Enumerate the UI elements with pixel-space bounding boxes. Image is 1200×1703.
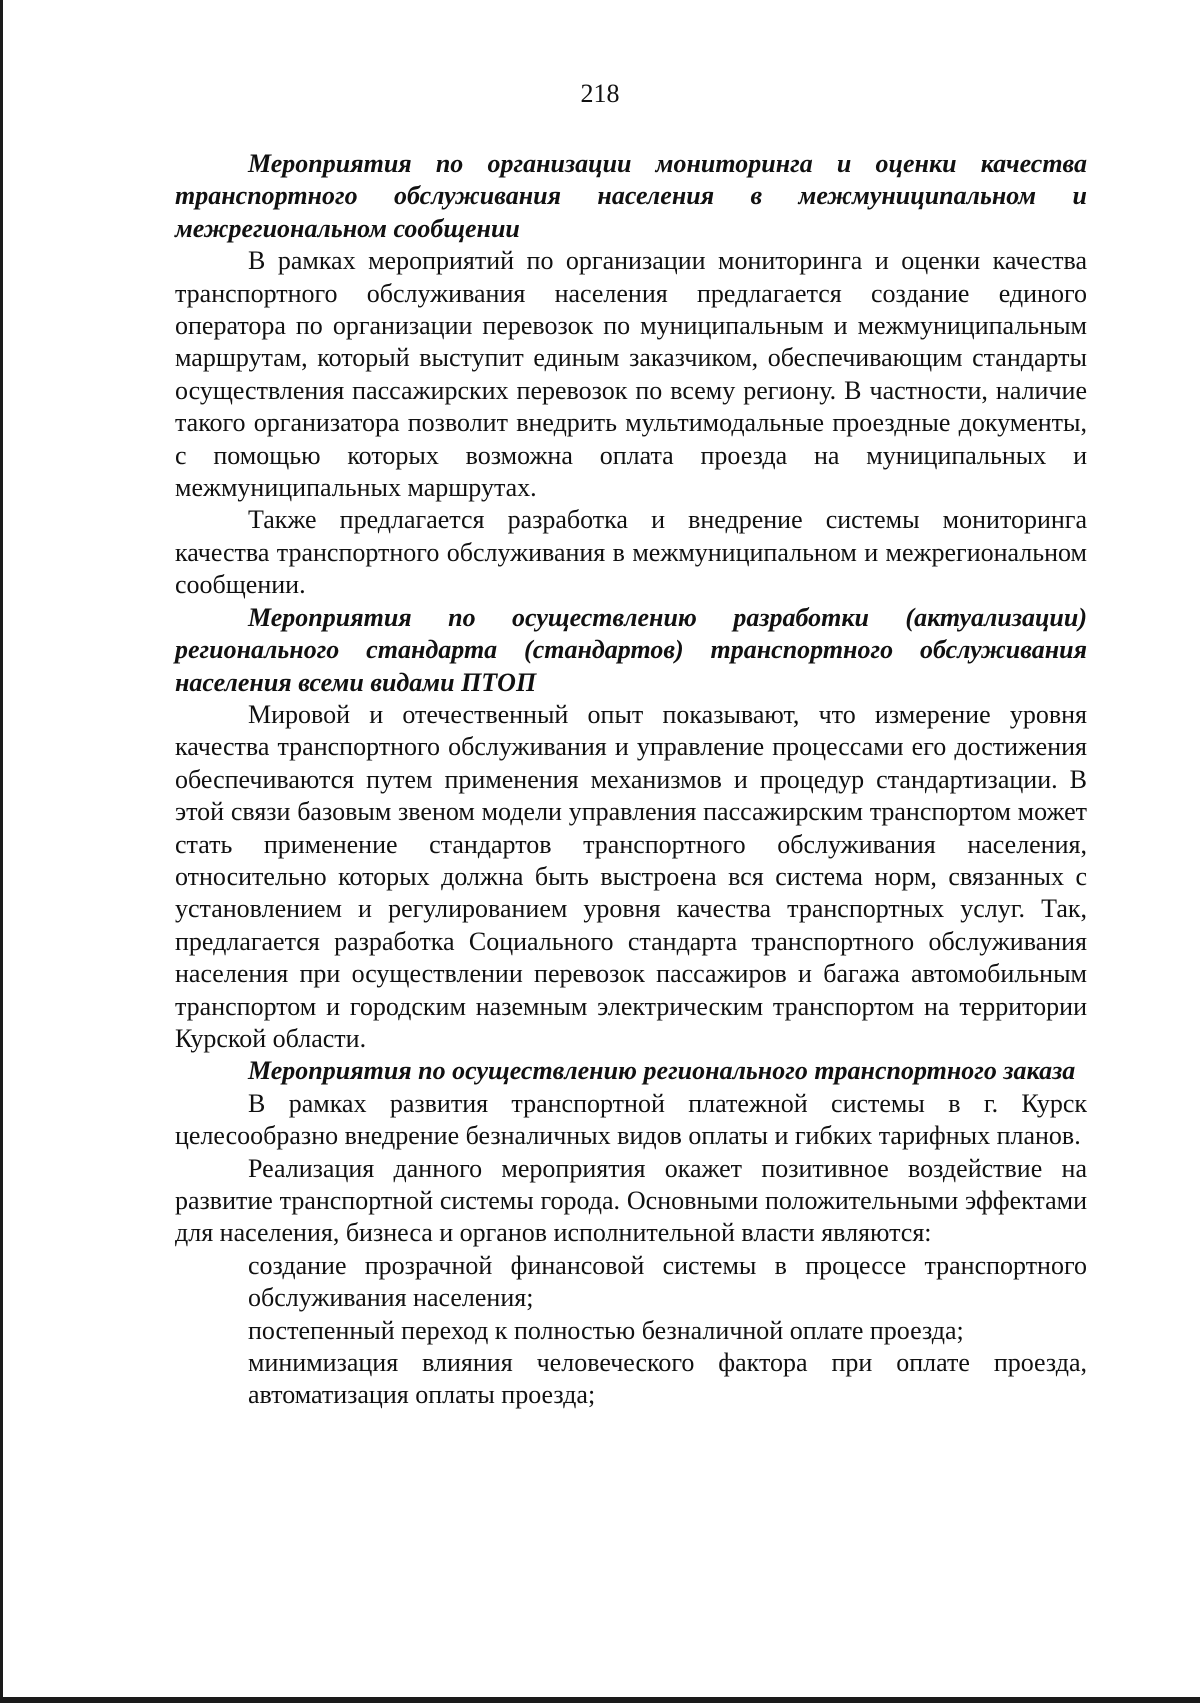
document-body bbox=[175, 148, 1087, 1412]
paragraph: Мировой и отечественный опыт показывают, что измерение уровня качества транспортного обслуживания и управление процессами его достижения обеспечиваются путем применения механизмов и процедур стандартизации. В этой связи базовым звеном модели управления пассажирским транспортом может стать применение стандартов транспортного обслуживания населения, относительно которых должна быть выстроена вся система норм, связанных с установлением и регулированием уровня качества транспортных услуг. Так, предлагается разработка Социального стандарта транспортного обслуживания населения при осуществлении перевозок пассажиров и багажа автомобильным транспортом и городским наземным электрическим транспортом на территории Курской области. bbox=[175, 699, 1087, 1053]
section-standards bbox=[175, 602, 1087, 1056]
scan-edge-bottom bbox=[0, 1697, 1200, 1703]
section-heading: Мероприятия по осуществлению разработки (актуализации) регионального стандарта (стандартов) транспортного обслуживания населения всеми видами ПТОП bbox=[175, 602, 1087, 697]
list-item: минимизация влияния человеческого фактора при оплате проезда, автоматизация оплаты проезда; bbox=[248, 1348, 1087, 1410]
page-number: 218 bbox=[580, 79, 620, 108]
section-heading: Мероприятия по организации мониторинга и оценки качества транспортного обслуживания населения в межмуниципальном и межрегиональном сообщении bbox=[175, 149, 1087, 243]
section-transport-order bbox=[175, 1055, 1087, 1411]
paragraph: В рамках мероприятий по организации мониторинга и оценки качества транспортного обслуживания населения предлагается создание единого оператора по организации перевозок по муниципальным и межмуниципальным маршрутам, который выступит единым заказчиком, обеспечивающим стандарты осуществления пассажирских перевозок по всему региону. В частности, наличие такого организатора позволит внедрить мультимодальные проездные документы, с помощью которых возможна оплата проезда на муниципальных и межмуниципальных маршрутах. bbox=[175, 246, 1087, 503]
paragraph: В рамках развития транспортной платежной системы в г. Курск целесообразно внедрение безналичных видов оплаты и гибких тарифных планов. bbox=[175, 1088, 1087, 1151]
list-item: постепенный переход к полностью безналичной оплате проезда; bbox=[248, 1315, 964, 1345]
paragraph: Также предлагается разработка и внедрение системы мониторинга качества транспортного обслуживания в межмуниципальном и межрегиональном сообщении. bbox=[175, 505, 1087, 600]
section-monitoring bbox=[175, 148, 1087, 602]
scan-edge-left bbox=[0, 0, 3, 1703]
section-heading: Мероприятия по осуществлению регионального транспортного заказа bbox=[248, 1056, 1076, 1086]
paragraph: Реализация данного мероприятия окажет позитивное воздействие на развитие транспортной системы города. Основными положительными эффектами для населения, бизнеса и органов исполнительной власти являются: bbox=[175, 1153, 1087, 1248]
list-item: создание прозрачной финансовой системы в процессе транспортного обслуживания населения; bbox=[248, 1250, 1087, 1313]
